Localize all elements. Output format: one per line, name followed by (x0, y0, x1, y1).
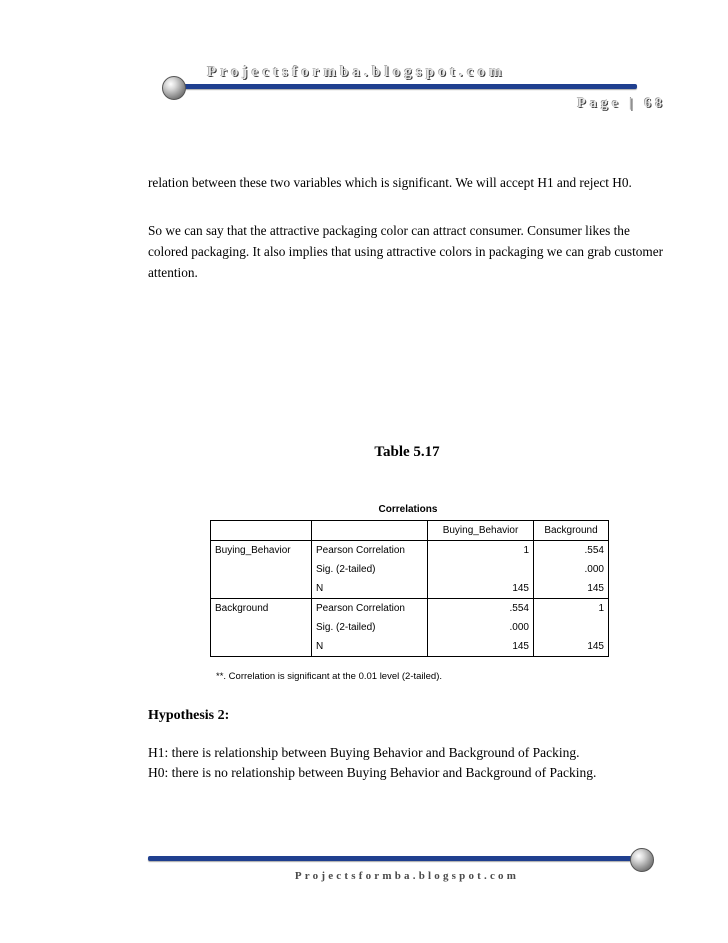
column-header: Background (534, 521, 609, 541)
cell-value: 145 (428, 579, 534, 599)
table-header-row (211, 521, 609, 541)
cell-value: 145 (534, 579, 609, 599)
correlations-table (210, 520, 609, 657)
cell-value: .554 (428, 599, 534, 619)
column-header: Buying_Behavior (428, 521, 534, 541)
footer-site-name: Projectsformba.blogspot.com (294, 870, 520, 882)
cell-value: 1 (534, 599, 609, 619)
hypothesis-heading: Hypothesis 2: (148, 708, 230, 723)
header-rule (175, 84, 637, 89)
cell-value: .000 (534, 560, 609, 579)
row-stat-label: Sig. (2-tailed) (312, 618, 428, 637)
row-variable-label: Background (211, 599, 312, 619)
cell-value (428, 560, 534, 579)
cell-value: .554 (534, 541, 609, 561)
cell-value: .000 (428, 618, 534, 637)
table-row (211, 579, 609, 599)
table-footnote: **. Correlation is significant at the 0.01 level (2-tailed). (216, 671, 443, 682)
header-site-name: Projectsformba.blogspot.com (207, 64, 506, 80)
table-row (211, 541, 609, 561)
cell-value: 145 (428, 637, 534, 657)
row-stat-label: Pearson Correlation (312, 599, 428, 619)
header-orb-icon (162, 76, 186, 100)
row-stat-label: Pearson Correlation (312, 541, 428, 561)
row-variable-label: Buying_Behavior (211, 541, 312, 561)
correlations-title: Correlations (378, 504, 438, 515)
row-stat-label: N (312, 637, 428, 657)
hypothesis-h0: H0: there is no relationship between Buying Behavior and Background of Packing. (148, 765, 597, 780)
page-number: Page | 68 (577, 96, 666, 111)
cell-value: 1 (428, 541, 534, 561)
footer-orb-icon (630, 848, 654, 872)
cell-value: 145 (534, 637, 609, 657)
table-row (211, 560, 609, 579)
hypothesis-h1: H1: there is relationship between Buying Behavior and Background of Packing. (148, 745, 580, 760)
table-row (211, 618, 609, 637)
paragraph-conclusion: relation between these two variables which is significant. We will accept H1 and reject H0. (148, 175, 632, 190)
table-row (211, 637, 609, 657)
hypothesis-statements (148, 743, 596, 783)
footer-rule (148, 856, 638, 861)
table-caption: Table 5.17 (374, 444, 440, 460)
row-stat-label: N (312, 579, 428, 599)
row-stat-label: Sig. (2-tailed) (312, 560, 428, 579)
paragraph-implication: So we can say that the attractive packaging color can attract consumer. Consumer likes the colored packaging. It also implies that using attractive colors in packaging we can grab customer attention. (148, 223, 664, 280)
table-row (211, 599, 609, 619)
cell-value (534, 618, 609, 637)
